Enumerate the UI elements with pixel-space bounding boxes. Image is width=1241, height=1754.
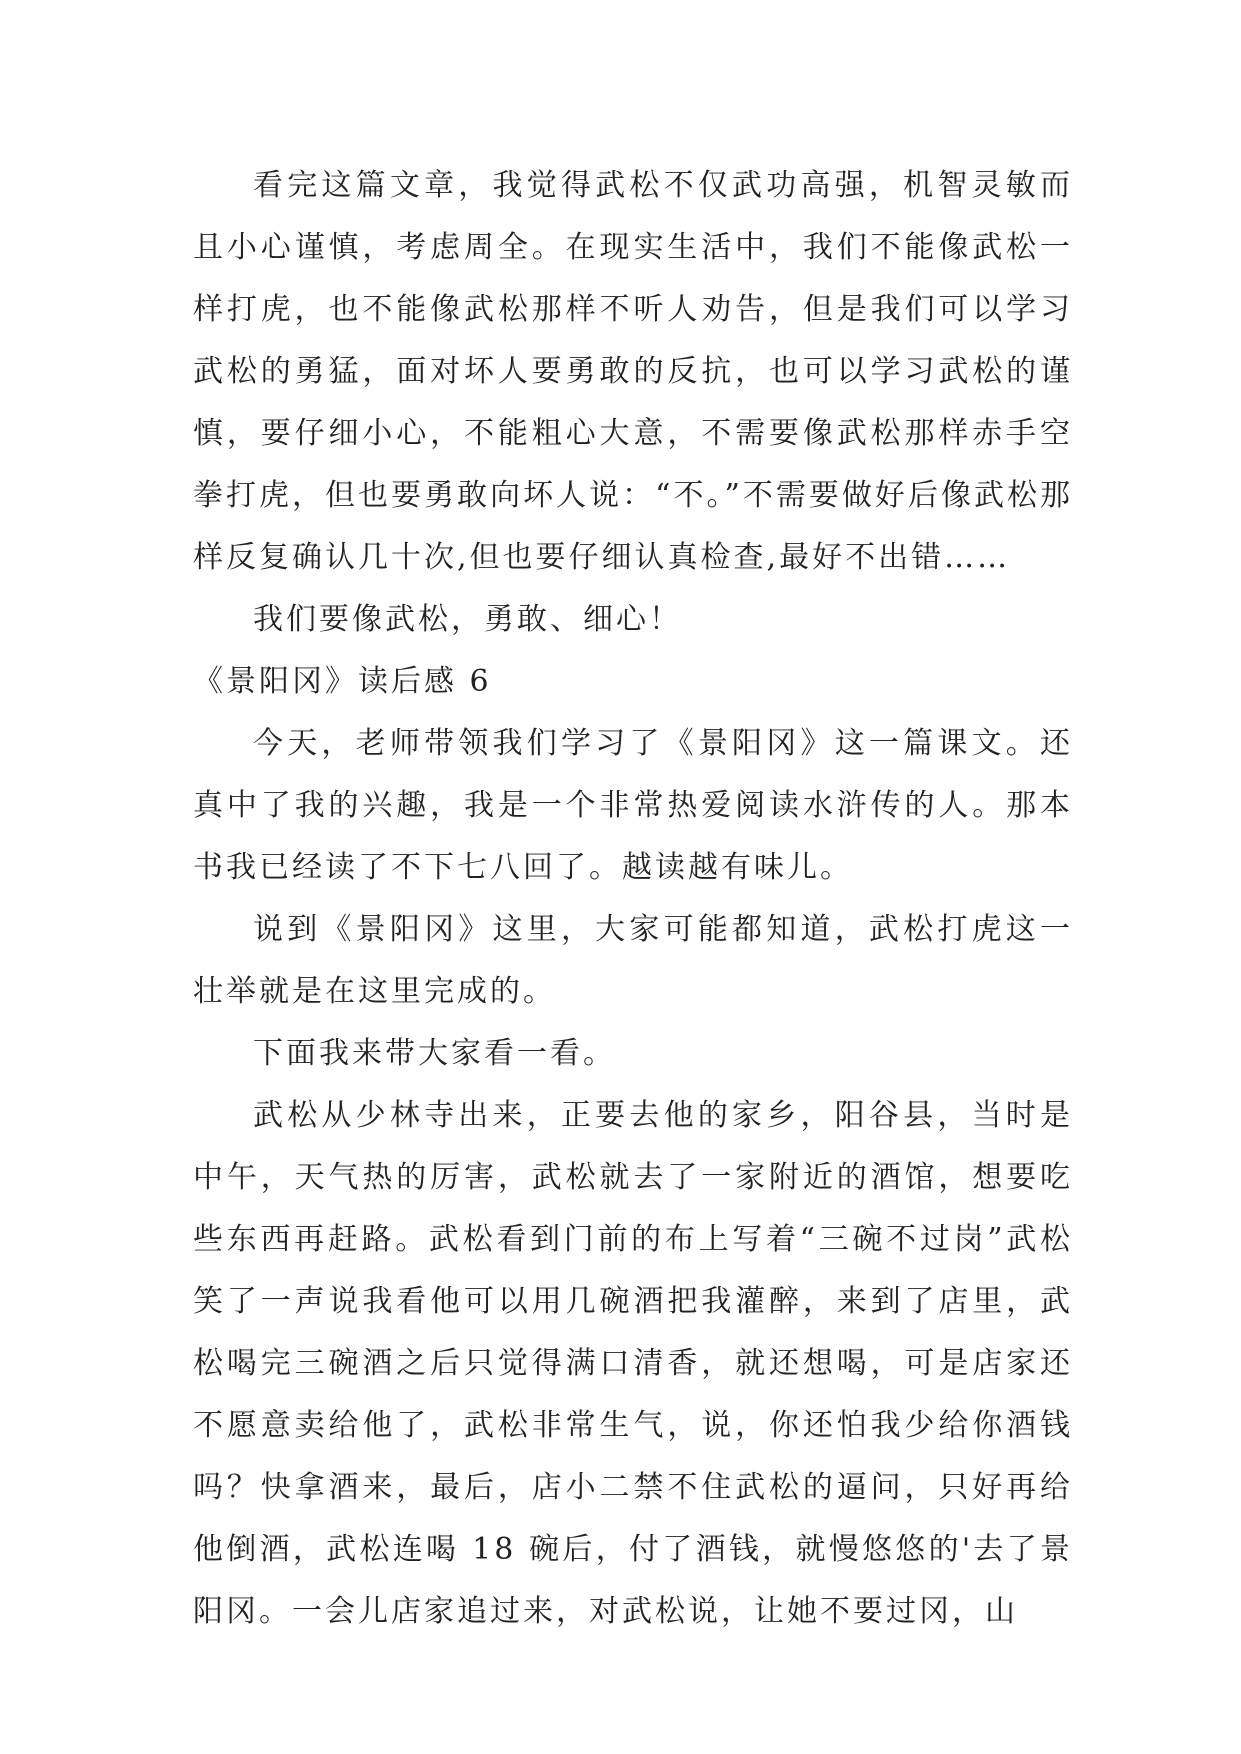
paragraph: 下面我来带大家看一看。 [253, 1036, 616, 1071]
paragraph: 看完这篇文章，我觉得武松不仅武功高强，机智灵敏而且小心谨慎，考虑周全。在现实生活中，我们不能像武松一样打虎，也不能像武松那样不听人劝告，但是我们可以学习武松的勇猛，面对坏人要勇敢的反抗，也可以学习武松的谨慎，要仔细小心，不能粗心大意，不需要像武松那样赤手空拳打虎，但也要勇敢向坏人说：“不。”不需要做好后像武松那样反复确认几十次,但也要仔细认真检查,最好不出错…… [193, 168, 1073, 575]
paragraph: 今天，老师带领我们学习了《景阳冈》这一篇课文。还真中了我的兴趣，我是一个非常热爱阅读水浒传的人。那本书我已经读了不下七八回了。越读越有味儿。 [193, 726, 1073, 885]
paragraph: 武松从少林寺出来，正要去他的家乡，阳谷县，当时是中午，天气热的厉害，武松就去了一家附近的酒馆，想要吃些东西再赶路。武松看到门前的布上写着“三碗不过岗”武松笑了一声说我看他可以用几碗酒把我灌醉，来到了店里，武松喝完三碗酒之后只觉得满口清香，就还想喝，可是店家还不愿意卖给他了，武松非常生气，说，你还怕我少给你酒钱吗？快拿酒来，最后，店小二禁不住武松的逼问，只好再给他倒酒，武松连喝 18 碗后，付了酒钱，就慢悠悠的'去了景阳冈。一会儿店家追过来，对武松说，让她不要过冈，山 [193, 1098, 1073, 1629]
section-heading: 《景阳冈》读后感 6 [193, 664, 492, 699]
paragraph: 说到《景阳冈》这里，大家可能都知道，武松打虎这一壮举就是在这里完成的。 [193, 912, 1073, 1009]
paragraph: 我们要像武松，勇敢、细心！ [253, 602, 682, 637]
document-page [193, 155, 1073, 1643]
